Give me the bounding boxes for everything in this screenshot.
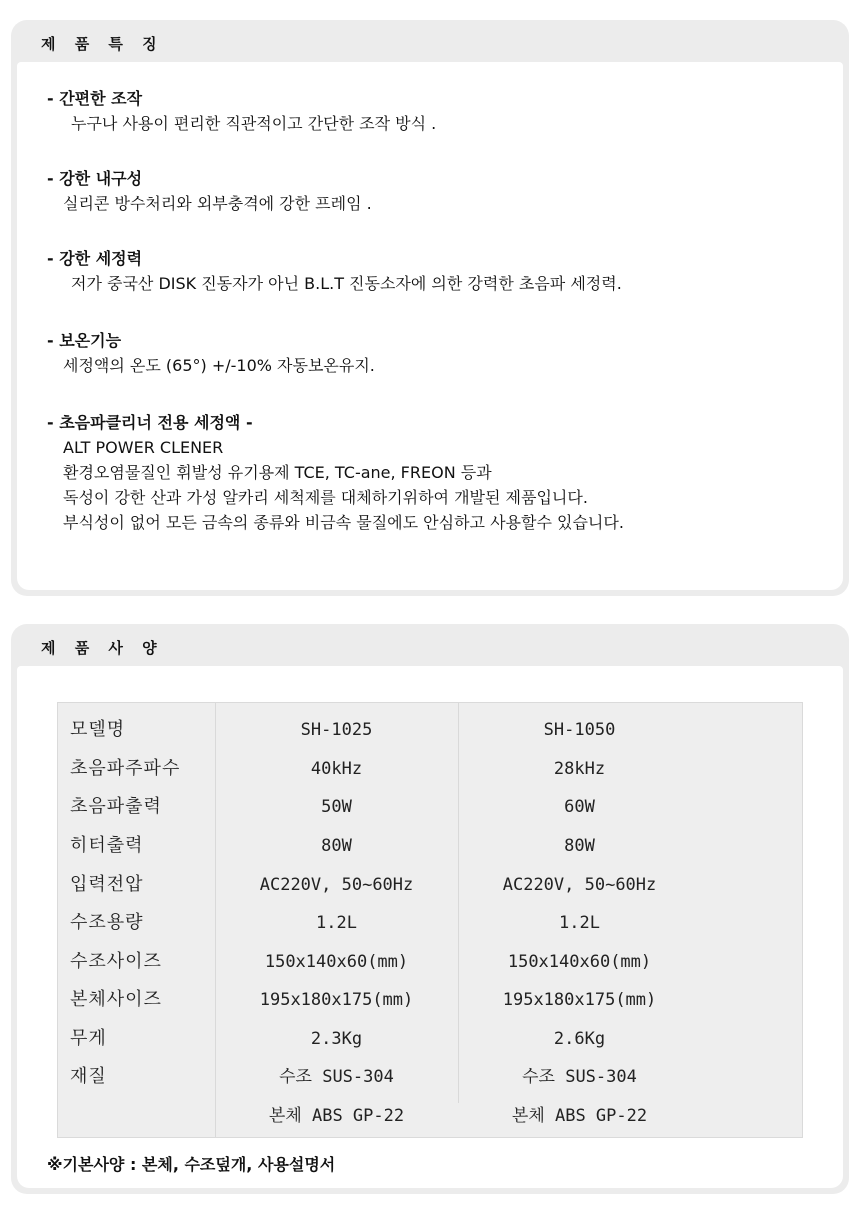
- feature-desc: 저가 중국산 DISK 진동자가 아닌 B.L.T 진동소자에 의한 강력한 초음파 세정력.: [71, 274, 622, 293]
- table-row: [58, 866, 802, 904]
- spec-label: 초음파출력: [70, 796, 162, 817]
- feature-desc: 독성이 강한 산과 가성 알카리 세척제를 대체하기위하여 개발된 제품입니다.: [63, 488, 588, 507]
- feature-desc: 실리콘 방수처리와 외부충격에 강한 프레임 .: [63, 194, 372, 213]
- spec-value-1025: 50W: [321, 797, 352, 817]
- spec-table: [57, 702, 803, 1138]
- spec-value-1025: 195x180x175(mm): [259, 990, 414, 1010]
- feature-heading: - 보온기능: [47, 331, 122, 350]
- spec-value-1050: AC220V, 50~60Hz: [502, 875, 657, 895]
- features-title: 제 품 특 징: [41, 35, 164, 53]
- feature-desc: 누구나 사용이 편리한 직관적이고 간단한 조작 방식 .: [71, 114, 437, 133]
- spec-label: 모델명: [70, 719, 126, 740]
- spec-value-1050: 80W: [564, 836, 595, 856]
- feature-solution: [47, 410, 624, 535]
- feature-cleaning: [47, 246, 622, 296]
- feature-heading: - 초음파클리너 전용 세정액 -: [47, 413, 253, 432]
- feature-desc: 환경오염물질인 휘발성 유기용제 TCE, TC-ane, FREON 등과: [63, 463, 492, 482]
- spec-value-1025: 1.2L: [316, 913, 357, 933]
- table-row: [58, 750, 802, 788]
- table-row: [58, 904, 802, 942]
- feature-heading: - 강한 내구성: [47, 169, 143, 188]
- spec-value-1050: 1.2L: [559, 913, 600, 933]
- spec-label: 수조사이즈: [70, 951, 162, 972]
- spec-label: 본체사이즈: [70, 989, 162, 1010]
- spec-label: 초음파주파수: [70, 758, 181, 779]
- table-row: [58, 788, 802, 826]
- spec-value-1050: 195x180x175(mm): [502, 990, 657, 1010]
- feature-heading: - 강한 세정력: [47, 249, 143, 268]
- feature-desc: 세정액의 온도 (65°) +/-10% 자동보온유지.: [63, 356, 375, 375]
- spec-value-1050: 150x140x60(mm): [507, 952, 652, 972]
- spec-value-1050: 2.6Kg: [553, 1029, 606, 1049]
- spec-value-1050: 수조 SUS-304: [522, 1067, 637, 1087]
- table-row: [58, 1058, 802, 1096]
- spec-value-1050: 28kHz: [553, 759, 606, 779]
- table-row: [58, 711, 802, 749]
- spec-value-1050: SH-1050: [543, 720, 616, 740]
- spec-value-1025: 40kHz: [310, 759, 363, 779]
- feature-heading: - 간편한 조작: [47, 89, 143, 108]
- feature-ease: [47, 86, 436, 136]
- feature-desc: ALT POWER CLENER: [63, 438, 224, 457]
- basic-components-note: ※기본사양 : 본체, 수조덮개, 사용설명서: [47, 1155, 336, 1174]
- feature-durability: [47, 166, 372, 216]
- feature-desc: 부식성이 없어 모든 금속의 종류와 비금속 물질에도 안심하고 사용할수 있습니다.: [63, 513, 624, 532]
- spec-value-1025: 80W: [321, 836, 352, 856]
- spec-value-1050: 본체 ABS GP-22: [511, 1106, 648, 1126]
- specs-title: 제 품 사 양: [41, 639, 164, 657]
- spec-value-1050: 60W: [564, 797, 595, 817]
- spec-value-1025: AC220V, 50~60Hz: [259, 875, 414, 895]
- spec-value-1025: SH-1025: [300, 720, 373, 740]
- feature-warming: [47, 328, 375, 378]
- spec-label: 재질: [70, 1066, 107, 1087]
- table-row: [58, 827, 802, 865]
- spec-label: 입력전압: [70, 874, 144, 895]
- spec-value-1025: 150x140x60(mm): [264, 952, 409, 972]
- spec-label: 히터출력: [70, 835, 144, 856]
- spec-label: 수조용량: [70, 912, 144, 933]
- spec-value-1025: 수조 SUS-304: [279, 1067, 394, 1087]
- table-row: [58, 1020, 802, 1058]
- table-row: [58, 1097, 802, 1135]
- spec-value-1025: 본체 ABS GP-22: [268, 1106, 405, 1126]
- spec-value-1025: 2.3Kg: [310, 1029, 363, 1049]
- table-row: [58, 943, 802, 981]
- spec-label: 무게: [70, 1028, 107, 1049]
- table-row: [58, 981, 802, 1019]
